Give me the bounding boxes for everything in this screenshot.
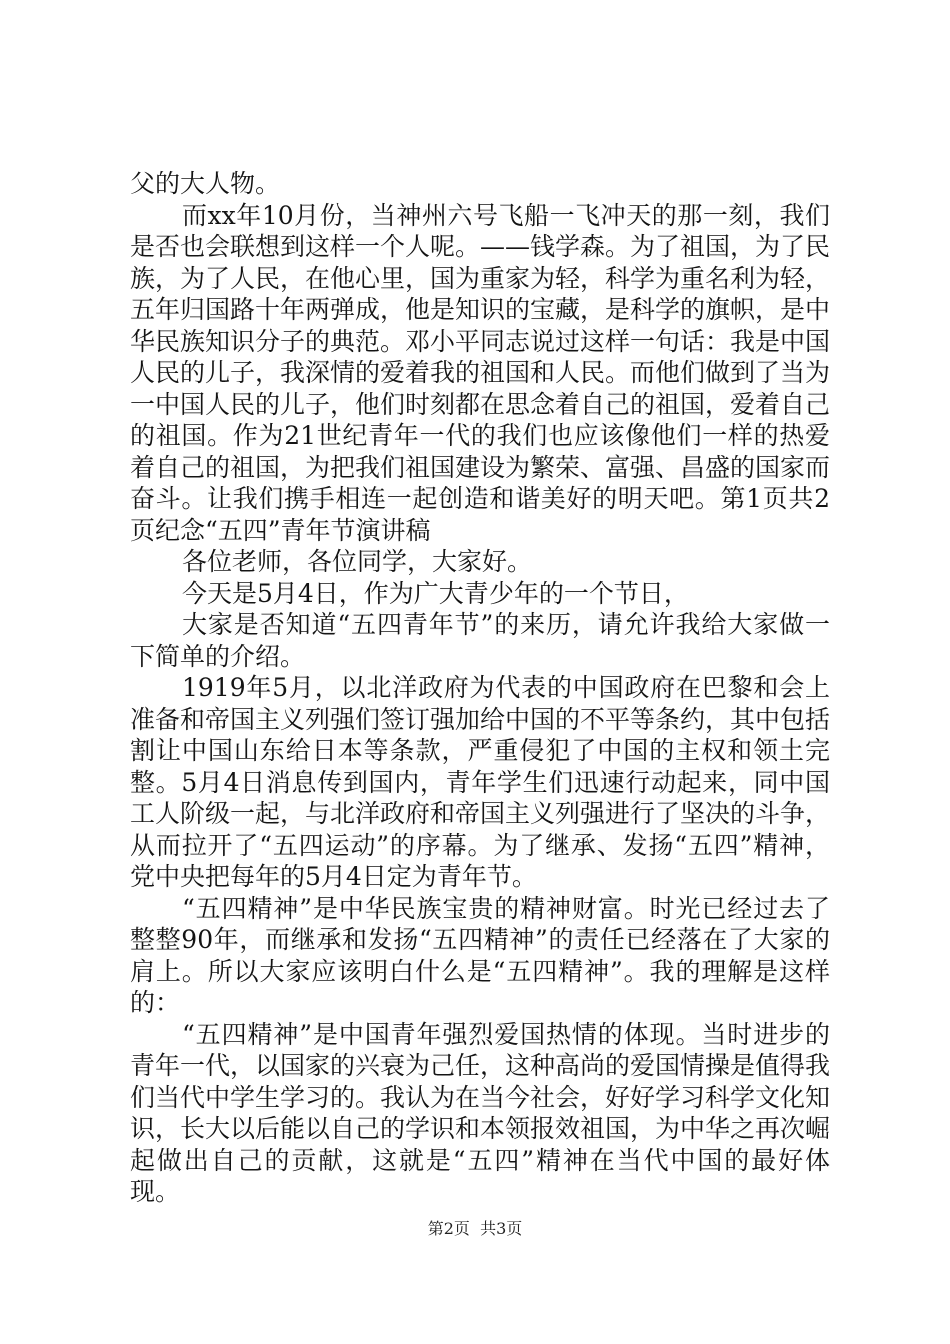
paragraph-1: 父的大人物。: [130, 169, 281, 198]
paragraph-3: 各位老师，各位同学，大家好。: [182, 547, 533, 576]
paragraph-5: 大家是否知道“五四青年节”的来历，请允许我给大家做一下简单的介绍。: [130, 610, 830, 671]
paragraph-4: 今天是5月4日，作为广大青少年的一个节日，: [182, 578, 689, 608]
page-footer: 第2页 共3页: [427, 1219, 523, 1238]
paragraph-8: “五四精神”是中国青年强烈爱国热情的体现。当时进步的青年一代，以国家的兴衰为己任，这种高尚的爱国情操是值得我们当代中学生学习的。我认为在当今社会，好好学习科学文化知识，长大以后能以自己的学识和本领报效祖国，为中华之再次崛起做出自己的贡献，这就是“五四”精神在当代中国的最好体现。: [130, 1019, 831, 1206]
document-body: [130, 168, 830, 1208]
paragraph-6: 1919年5月，以北洋政府为代表的中国政府在巴黎和会上准备和帝国主义列强们签订强加给中国的不平等条约，其中包括割让中国山东给日本等条款，严重侵犯了中国的主权和领土完整。5月4日消息传到国内，青年学生们迅速行动起来，同中国工人阶级一起，与北洋政府和帝国主义列强进行了坚决的斗争，从而拉开了“五四运动”的序幕。为了继承、发扬“五四”精神，党中央把每年的5月4日定为青年节。: [130, 673, 831, 891]
paragraph-2: 而xx年10月份，当神州六号飞船一飞冲天的那一刻，我们是否也会联想到这样一个人呢。——钱学森。为了祖国，为了民族，为了人民，在他心里，国为重家为轻，科学为重名利为轻，五年归国路十年两弹成，他是知识的宝藏，是科学的旗帜，是中华民族知识分子的典范。邓小平同志说过这样一句话：我是中国人民的儿子，我深情的爱着我的祖国和人民。而他们做到了当为一中国人民的儿子，他们时刻都在思念着自己的祖国，爱着自己的祖国。作为21世纪青年一代的我们也应该像他们一样的热爱着自己的祖国，为把我们祖国建设为繁荣、富强、昌盛的国家而奋斗。让我们携手相连一起创造和谐美好的明天吧。第1页共2页纪念“五四”青年节演讲稿: [130, 200, 831, 545]
paragraph-7: “五四精神”是中华民族宝贵的精神财富。时光已经过去了整整90年，而继承和发扬“五四精神”的责任已经落在了大家的肩上。所以大家应该明白什么是“五四精神”。我的理解是这样的：: [130, 893, 830, 1017]
